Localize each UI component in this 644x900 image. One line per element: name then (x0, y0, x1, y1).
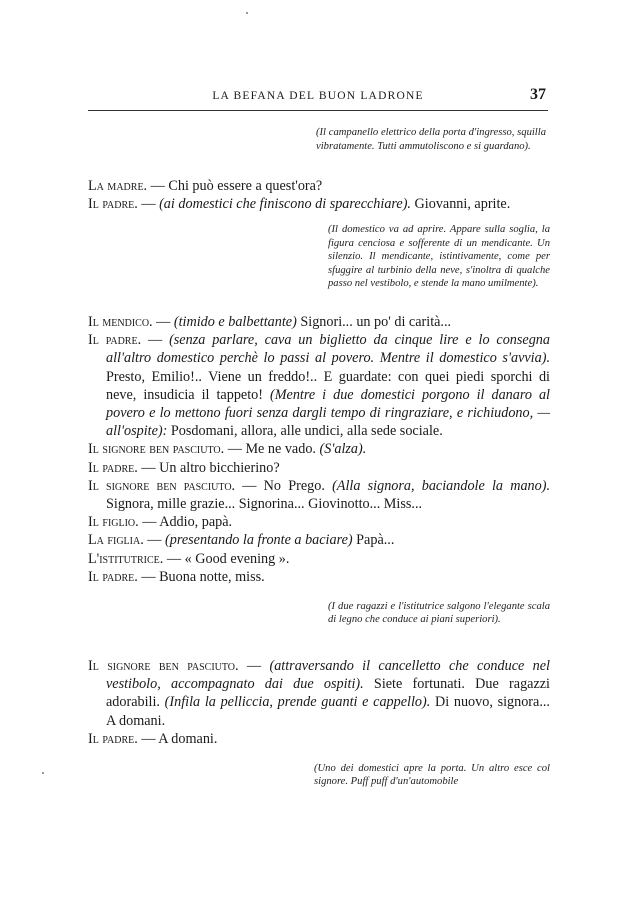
page-body (88, 122, 550, 789)
speaker-name: L'istitutrice. — (88, 550, 182, 567)
dialogue-text: A domani. (155, 730, 218, 747)
dialogue-line (88, 568, 550, 586)
inline-direction: (ai domestici che finiscono di sparecchiare). (155, 196, 411, 213)
dialogue-text: « Good evening ». (181, 550, 290, 567)
paper-speck (246, 12, 248, 14)
dialogue-line (88, 440, 550, 458)
dialogue-line (88, 513, 550, 531)
inline-direction: (presentando la fronte a baciare) (161, 532, 353, 549)
speaker-name: Il padre. — (88, 568, 156, 585)
paper-speck (42, 772, 44, 774)
inline-direction: (timido e balbettante) (170, 313, 297, 330)
dialogue-text: Giovanni, aprite. (410, 196, 511, 213)
running-header (88, 88, 548, 111)
inline-direction: (Alla signora, baciandole la mano). (324, 477, 550, 494)
dialogue-text: Un altro bicchierino? (155, 459, 280, 476)
stage-direction: (Il campanello elettrico della porta d'ingresso, squilla vibratamente. Tutti ammutoliscono e si guardano). (316, 127, 546, 152)
dialogue-text: Me ne vado. (241, 441, 316, 458)
speaker-name: Il padre. — (88, 332, 163, 349)
speaker-name: La madre. — (88, 178, 165, 194)
dialogue-text: Addio, papà. (156, 514, 233, 531)
inline-direction: (attraversando il cancelletto che conduce nel vestibolo, accompagnato dai due ospiti). (106, 657, 550, 693)
dialogue-text: Papà... (352, 532, 395, 549)
dialogue-line (88, 477, 550, 513)
dialogue-text: Signori... un po' di carità... (296, 313, 452, 330)
dialogue-text: Di nuovo, signora... A domani. (106, 694, 550, 729)
dialogue-text: Buona notte, miss. (155, 568, 265, 585)
dialogue-line (88, 195, 550, 213)
inline-direction: (S'alza). (315, 441, 367, 458)
speaker-name: Il padre. — (88, 459, 156, 476)
inline-direction: (senza parlare, cava un biglietto da cinque lire e lo consegna all'altro domestico perchè lo passi al povero. Mentre il domestico s'avvia). (106, 332, 550, 367)
speaker-name: Il figlio. — (88, 514, 157, 531)
page-number: 37 (530, 86, 546, 103)
speaker-name: Il padre. — (88, 196, 156, 213)
speaker-name: Il signore ben pasciuto. — (88, 657, 262, 674)
stage-direction: (I due ragazzi e l'istitutrice salgono l'elegante scala di legno che conduce ai piani superiori). (328, 600, 550, 626)
dialogue-line (88, 177, 550, 195)
speaker-name: Il padre. — (88, 730, 156, 747)
dialogue-text: Chi può essere a quest'ora? (164, 178, 323, 194)
dialogue-line (88, 730, 550, 748)
dialogue-line (88, 531, 550, 549)
dialogue-text: Posdomani, allora, alle undici, alla sede sociale. (167, 423, 443, 440)
dialogue-line (88, 459, 550, 477)
running-title: LA BEFANA DEL BUON LADRONE (212, 90, 424, 102)
dialogue-line (88, 657, 550, 730)
speaker-name: La figlia. — (88, 532, 162, 549)
inline-direction: (Infila la pelliccia, prende guanti e cappello). (159, 694, 431, 711)
inline-direction: (Mentre i due domestici porgono il danaro al povero e lo mettono fuori senza dargli tempo di ringraziare, e richiudono, — all'ospite): (106, 386, 550, 440)
dialogue-text: Presto, Emilio!.. Viene un freddo!.. E guardate: con quei piedi sporchi di neve, insudicia il tappeto! (106, 368, 550, 403)
speaker-name: Il mendico. — (88, 313, 171, 330)
dialogue-text: Signora, mille grazie... Signorina... Giovinotto... Miss... (106, 495, 423, 512)
dialogue-line (88, 313, 550, 331)
stage-direction: (Uno dei domestici apre la porta. Un altro esce col signore. Puff puff d'un'automobile (314, 762, 550, 788)
speaker-name: Il signore ben pasciuto. — (88, 477, 257, 494)
dialogue-line (88, 331, 550, 440)
dialogue-line (88, 550, 550, 568)
dialogue-text: No Prego. (256, 477, 325, 494)
dialogue-text: Siete fortunati. Due ragazzi adorabili. (106, 676, 550, 711)
stage-direction: (Il domestico va ad aprire. Appare sulla soglia, la figura cenciosa e sofferente di un mendicante. Un silenzio. Il mendicante, istintivamente, come per sfuggire al turbinio della neve, s'inoltra di qualche passo nel vestibolo, e stende la mano umilmente). (328, 224, 550, 290)
speaker-name: Il signore ben pasciuto. — (88, 441, 242, 458)
